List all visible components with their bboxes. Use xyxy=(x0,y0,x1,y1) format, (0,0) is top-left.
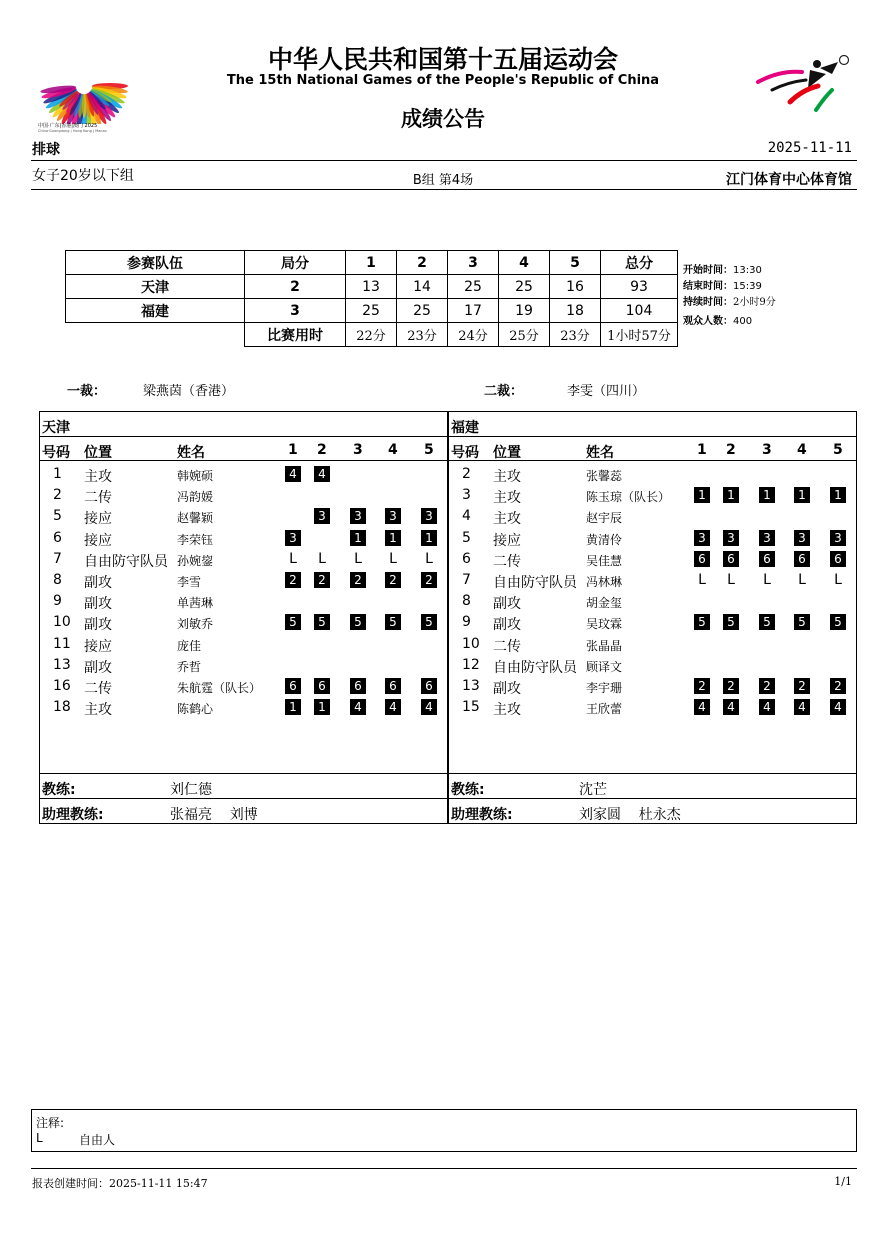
player-row xyxy=(449,549,856,570)
set-header: 4 xyxy=(499,251,550,275)
player-row xyxy=(40,464,447,485)
player-row xyxy=(449,612,856,633)
col-sets-header: 局分 xyxy=(245,251,346,275)
set-points: 16 xyxy=(550,275,601,299)
set-points: 25 xyxy=(397,299,448,323)
player-name: 吴佳慧 xyxy=(586,553,623,568)
player-position: 接应 xyxy=(84,511,112,528)
player-row xyxy=(449,464,856,485)
first-referee-label: 一裁： xyxy=(67,384,107,399)
player-number: 12 xyxy=(462,656,480,673)
starting-position-box: 1 xyxy=(759,487,775,503)
player-number: 9 xyxy=(462,614,471,631)
player-name: 顾译文 xyxy=(586,659,623,674)
player-name: 李雪 xyxy=(177,575,202,589)
player-name: 张晶晶 xyxy=(586,638,623,653)
player-number: 9 xyxy=(53,593,62,610)
starting-position-box: 4 xyxy=(794,699,810,715)
starting-position-box: 5 xyxy=(421,614,437,630)
player-position: 副攻 xyxy=(493,617,521,634)
player-row xyxy=(449,591,856,612)
set-time: 23分 xyxy=(550,323,601,347)
sets-won: 3 xyxy=(245,299,346,323)
sport-label: 排球 xyxy=(32,142,60,158)
starting-position-box: 4 xyxy=(314,466,330,482)
player-row xyxy=(40,570,447,591)
player-name: 赵馨颖 xyxy=(177,511,214,526)
player-number: 2 xyxy=(53,487,62,504)
starting-position-box: 5 xyxy=(350,614,366,630)
set-points: 25 xyxy=(346,299,397,323)
score-row xyxy=(66,299,678,323)
libero-mark: L xyxy=(389,550,397,567)
group-match: B组 第4场 xyxy=(412,173,474,188)
starting-position-box: 1 xyxy=(350,530,366,546)
player-name: 孙婉鋆 xyxy=(177,553,214,568)
player-position: 副攻 xyxy=(84,617,112,634)
first-referee: 梁燕茵（香港） xyxy=(143,384,235,399)
libero-mark: L xyxy=(425,550,433,567)
header-set: 2 xyxy=(726,442,736,458)
player-number: 5 xyxy=(53,508,62,525)
player-position: 副攻 xyxy=(84,596,112,613)
player-name: 王欣蕾 xyxy=(586,702,623,717)
header-no: 号码 xyxy=(42,445,70,461)
starting-position-box: 6 xyxy=(385,678,401,694)
sets-won: 2 xyxy=(245,275,346,299)
time-label: 比赛用时 xyxy=(245,323,346,347)
starting-position-box: 1 xyxy=(723,487,739,503)
player-row xyxy=(449,676,856,697)
player-row xyxy=(40,549,447,570)
starting-position-box: 6 xyxy=(759,551,775,567)
player-row xyxy=(40,697,447,718)
notes-label: 注释: xyxy=(36,1116,65,1130)
starting-position-box: 2 xyxy=(350,572,366,588)
duration: 持续时间：2小时9分 xyxy=(683,297,776,308)
header-set: 1 xyxy=(288,442,298,458)
header-set: 5 xyxy=(833,442,843,458)
player-name: 胡金玺 xyxy=(586,596,623,611)
player-number: 13 xyxy=(53,656,71,673)
player-position: 接应 xyxy=(493,532,521,549)
starting-position-box: 4 xyxy=(285,466,301,482)
score-table xyxy=(65,250,678,347)
starting-position-box: 5 xyxy=(285,614,301,630)
player-number: 10 xyxy=(53,614,71,631)
starting-position-box: 5 xyxy=(314,614,330,630)
player-number: 1 xyxy=(53,466,62,482)
libero-mark: L xyxy=(698,572,706,588)
header-no: 号码 xyxy=(451,445,479,461)
report-title: 成绩公告 xyxy=(401,107,485,131)
player-name: 赵宇辰 xyxy=(586,511,623,526)
player-number: 7 xyxy=(53,550,62,567)
player-row xyxy=(40,485,447,506)
header-set: 3 xyxy=(762,442,772,458)
player-number: 11 xyxy=(53,635,71,652)
coach-row xyxy=(449,773,856,799)
starting-position-box: 1 xyxy=(830,487,846,503)
player-position: 副攻 xyxy=(493,596,521,613)
libero-mark: L xyxy=(798,572,806,588)
starting-position-box: 2 xyxy=(723,678,739,694)
player-name: 冯韵媛 xyxy=(177,490,214,505)
starting-position-box: 2 xyxy=(314,572,330,588)
starting-position-box: 2 xyxy=(759,678,775,694)
libero-mark: L xyxy=(318,550,326,567)
assistant-coach-row xyxy=(40,798,447,824)
col-total-header: 总分 xyxy=(601,251,678,275)
starting-position-box: 6 xyxy=(314,678,330,694)
player-position: 副攻 xyxy=(493,681,521,697)
set-points: 17 xyxy=(448,299,499,323)
set-points: 25 xyxy=(499,275,550,299)
player-name: 李宇珊 xyxy=(586,681,623,695)
header-set: 4 xyxy=(388,442,398,458)
starting-position-box: 4 xyxy=(385,699,401,715)
player-position: 二传 xyxy=(84,490,112,507)
set-time: 22分 xyxy=(346,323,397,347)
starting-position-box: 6 xyxy=(421,678,437,694)
set-points: 13 xyxy=(346,275,397,299)
set-points: 14 xyxy=(397,275,448,299)
assistant-coach-label: 助理教练: xyxy=(42,807,104,823)
player-name: 乔哲 xyxy=(177,659,202,674)
starting-position-box: 1 xyxy=(694,487,710,503)
total-points: 93 xyxy=(601,275,678,299)
logo-caption: 中国·广东|香港|澳门 2025 xyxy=(38,123,98,129)
starting-position-box: 6 xyxy=(794,551,810,567)
starting-position-box: 6 xyxy=(694,551,710,567)
player-position: 主攻 xyxy=(493,490,521,507)
starting-position-box: 4 xyxy=(830,699,846,715)
time-row xyxy=(66,323,678,347)
player-number: 4 xyxy=(462,508,471,525)
player-name: 冯林琳 xyxy=(586,575,623,589)
logo-caption-en: China·Guangdong | Hong Kong | Macao xyxy=(38,129,107,133)
starting-position-box: 1 xyxy=(385,530,401,546)
total-points: 104 xyxy=(601,299,678,323)
header-divider xyxy=(31,189,857,190)
player-number: 6 xyxy=(462,550,471,567)
set-points: 19 xyxy=(499,299,550,323)
starting-position-box: 1 xyxy=(314,699,330,715)
starting-position-box: 3 xyxy=(759,530,775,546)
player-number: 3 xyxy=(462,487,471,504)
roster-panel xyxy=(448,411,857,824)
player-row xyxy=(449,506,856,527)
player-row xyxy=(40,612,447,633)
col-team-header: 参赛队伍 xyxy=(66,251,245,275)
starting-position-box: 3 xyxy=(723,530,739,546)
player-position: 自由防守队员 xyxy=(84,553,168,570)
header-set: 1 xyxy=(697,442,707,458)
player-position: 主攻 xyxy=(493,469,521,485)
player-position: 主攻 xyxy=(84,469,112,485)
player-number: 15 xyxy=(462,699,480,716)
assistant-coach-names: 刘家圆 杜永杰 xyxy=(579,807,681,823)
libero-mark: L xyxy=(763,572,771,588)
starting-position-box: 3 xyxy=(285,530,301,546)
player-position: 副攻 xyxy=(84,575,112,591)
starting-position-box: 4 xyxy=(421,699,437,715)
start-time: 开始时间：13:30 xyxy=(683,265,762,276)
player-name: 陈鹤心 xyxy=(177,702,214,717)
player-row xyxy=(40,528,447,549)
second-referee: 李雯（四川） xyxy=(567,384,646,399)
starting-position-box: 4 xyxy=(350,699,366,715)
player-row xyxy=(40,655,447,676)
starting-position-box: 5 xyxy=(694,614,710,630)
starting-position-box: 2 xyxy=(830,678,846,694)
player-number: 8 xyxy=(53,572,62,588)
player-position: 主攻 xyxy=(493,702,521,719)
player-number: 7 xyxy=(462,572,471,588)
starting-position-box: 6 xyxy=(830,551,846,567)
games-title-cn: 中华人民共和国第十五届运动会 xyxy=(267,45,618,74)
coach-label: 教练: xyxy=(451,782,485,798)
player-number: 13 xyxy=(462,678,480,694)
starting-position-box: 2 xyxy=(385,572,401,588)
starting-position-box: 3 xyxy=(694,530,710,546)
assistant-coach-names: 张福亮 刘博 xyxy=(170,807,258,823)
player-position: 接应 xyxy=(84,532,112,549)
libero-mark: L xyxy=(834,572,842,588)
starting-position-box: 3 xyxy=(421,508,437,524)
player-row xyxy=(449,528,856,549)
header-set: 5 xyxy=(424,442,434,458)
category-label: 女子20岁以下组 xyxy=(32,168,134,184)
starting-position-box: 5 xyxy=(794,614,810,630)
player-name: 陈玉琼（队长） xyxy=(586,490,671,505)
player-number: 6 xyxy=(53,529,62,546)
starting-position-box: 6 xyxy=(723,551,739,567)
player-number: 18 xyxy=(53,699,71,716)
starting-position-box: 2 xyxy=(694,678,710,694)
roster-panel xyxy=(39,411,448,824)
set-header: 5 xyxy=(550,251,601,275)
roster-header xyxy=(40,436,447,461)
total-time: 1小时57分 xyxy=(601,323,678,347)
player-name: 韩婉硕 xyxy=(177,469,214,483)
set-points: 25 xyxy=(448,275,499,299)
player-name: 李荣钰 xyxy=(177,532,214,547)
score-row xyxy=(66,275,678,299)
header-set: 3 xyxy=(353,442,363,458)
games-title-en: The 15th National Games of the People's Republic of China xyxy=(226,73,660,88)
player-position: 主攻 xyxy=(84,702,112,719)
libero-mark: L xyxy=(354,550,362,567)
notes-meaning: 自由人 xyxy=(79,1133,116,1147)
set-time: 24分 xyxy=(448,323,499,347)
player-name: 朱航霆（队长） xyxy=(177,681,262,695)
player-name: 庞佳 xyxy=(177,638,202,653)
starting-position-box: 4 xyxy=(694,699,710,715)
header-set: 2 xyxy=(317,442,327,458)
set-time: 25分 xyxy=(499,323,550,347)
starting-position-box: 6 xyxy=(285,678,301,694)
player-position: 二传 xyxy=(493,553,521,570)
player-position: 二传 xyxy=(84,681,112,697)
player-name: 刘敏乔 xyxy=(177,617,214,632)
libero-mark: L xyxy=(289,550,297,567)
player-name: 吴玟霖 xyxy=(586,617,623,632)
starting-position-box: 5 xyxy=(759,614,775,630)
coach-name: 沈芒 xyxy=(579,782,607,798)
player-row xyxy=(40,591,447,612)
starting-position-box: 3 xyxy=(350,508,366,524)
player-position: 接应 xyxy=(84,638,112,655)
player-row xyxy=(40,506,447,527)
page-number: 1/1 xyxy=(834,1175,852,1188)
player-number: 16 xyxy=(53,678,71,694)
starting-position-box: 5 xyxy=(830,614,846,630)
header-pos: 位置 xyxy=(84,445,112,461)
coach-row xyxy=(40,773,447,799)
player-row xyxy=(40,634,447,655)
assistant-coach-label: 助理教练: xyxy=(451,807,513,823)
second-referee-label: 二裁： xyxy=(484,384,524,399)
audience: 观众人数：400 xyxy=(683,316,753,327)
header-pos: 位置 xyxy=(493,445,521,461)
libero-mark: L xyxy=(727,572,735,588)
player-position: 二传 xyxy=(493,638,521,655)
starting-position-box: 1 xyxy=(285,699,301,715)
set-time: 23分 xyxy=(397,323,448,347)
player-position: 自由防守队员 xyxy=(493,575,577,591)
assistant-coach-row xyxy=(449,798,856,824)
player-position: 副攻 xyxy=(84,659,112,676)
player-row xyxy=(449,655,856,676)
player-number: 5 xyxy=(462,529,471,546)
starting-position-box: 3 xyxy=(794,530,810,546)
player-row xyxy=(449,697,856,718)
match-date: 2025-11-11 xyxy=(767,140,852,156)
starting-position-box: 2 xyxy=(421,572,437,588)
player-position: 主攻 xyxy=(493,511,521,528)
starting-position-box: 3 xyxy=(830,530,846,546)
team-name: 福建 xyxy=(66,299,245,323)
roster-team-name: 福建 xyxy=(451,420,479,436)
starting-position-box: 1 xyxy=(421,530,437,546)
player-row xyxy=(40,676,447,697)
coach-label: 教练: xyxy=(42,782,76,798)
set-points: 18 xyxy=(550,299,601,323)
set-header: 2 xyxy=(397,251,448,275)
notes-box xyxy=(31,1109,857,1152)
footer-divider xyxy=(31,1168,857,1169)
starting-position-box: 3 xyxy=(314,508,330,524)
header-name: 姓名 xyxy=(177,445,205,461)
player-row xyxy=(449,570,856,591)
starting-position-box: 2 xyxy=(285,572,301,588)
player-number: 2 xyxy=(462,466,471,482)
coach-name: 刘仁德 xyxy=(170,782,212,798)
header-set: 4 xyxy=(797,442,807,458)
player-name: 张馨蕊 xyxy=(586,469,623,483)
starting-position-box: 2 xyxy=(794,678,810,694)
report-created: 报表创建时间：2025-11-11 15:47 xyxy=(32,1177,208,1190)
roster-team-name: 天津 xyxy=(42,420,70,436)
header-name: 姓名 xyxy=(586,445,614,461)
player-name: 单茜琳 xyxy=(177,596,214,611)
starting-position-box: 4 xyxy=(723,699,739,715)
set-header: 1 xyxy=(346,251,397,275)
end-time: 结束时间：15:39 xyxy=(683,281,762,292)
starting-position-box: 5 xyxy=(723,614,739,630)
player-position: 自由防守队员 xyxy=(493,659,577,676)
set-header: 3 xyxy=(448,251,499,275)
venue: 江门体育中心体育馆 xyxy=(726,172,852,188)
notes-symbol: L xyxy=(36,1131,43,1145)
starting-position-box: 3 xyxy=(385,508,401,524)
player-name: 黄清伶 xyxy=(586,532,623,547)
team-name: 天津 xyxy=(66,275,245,299)
starting-position-box: 1 xyxy=(794,487,810,503)
starting-position-box: 4 xyxy=(759,699,775,715)
player-number: 10 xyxy=(462,635,480,652)
roster-header xyxy=(449,436,856,461)
player-number: 8 xyxy=(462,593,471,610)
player-row xyxy=(449,634,856,655)
header-divider xyxy=(31,160,857,161)
starting-position-box: 6 xyxy=(350,678,366,694)
player-row xyxy=(449,485,856,506)
starting-position-box: 5 xyxy=(385,614,401,630)
